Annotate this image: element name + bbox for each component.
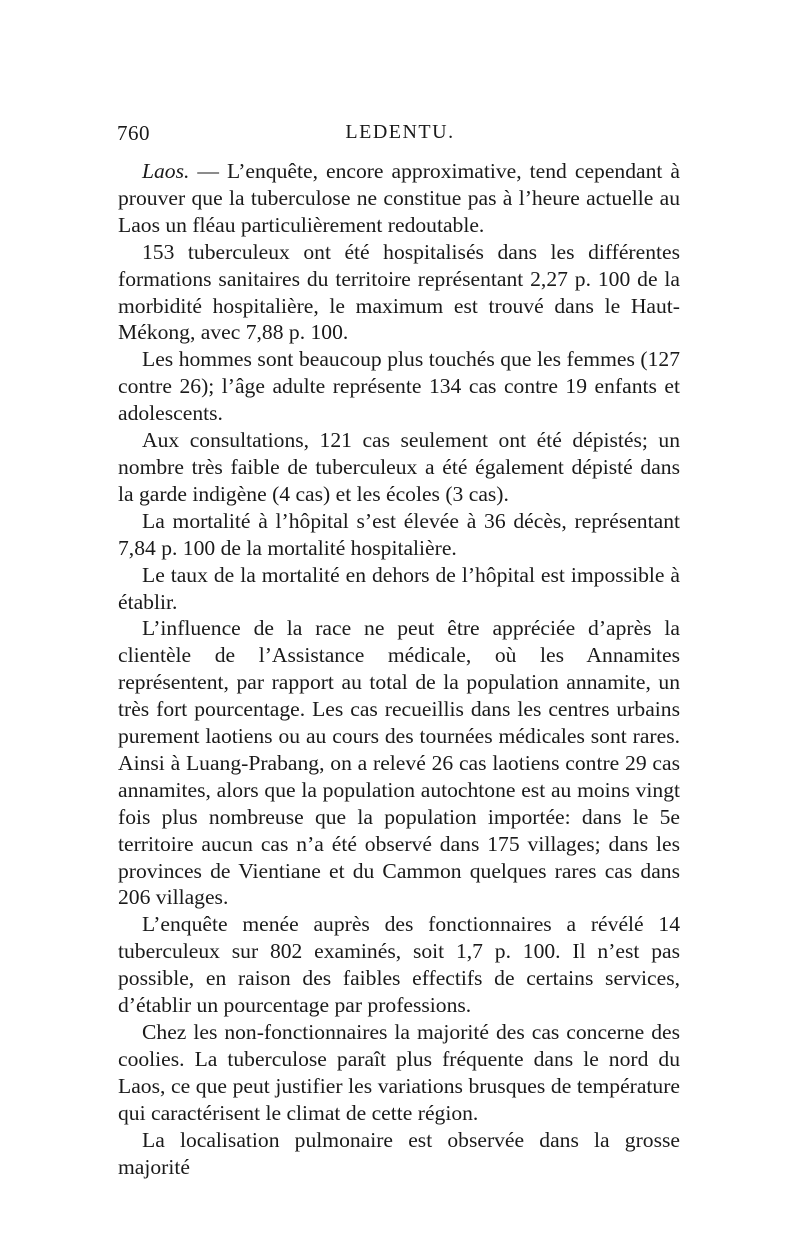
paragraph-outside-mortality: Le taux de la mortalité en dehors de l’hôpital est impossible à établir. [118,562,680,614]
paragraph-officials-survey: L’enquête menée auprès des fonctionnaires a révélé 14 tuberculeux sur 802 examinés, soit 1,7 p. 100. Il n’est pas possible, en raison des faibles effectifs de certains services, d’établir un pourcentage par professions. [118,912,680,1018]
paragraph-consultations: Aux consultations, 121 cas seulement ont été dépistés; un nombre très faible de tuberculeux a été également dépisté dans la garde indigène (4 cas) et les écoles (3 cas). [118,428,680,506]
paragraph-sex-age: Les hommes sont beaucoup plus touchés que les femmes (127 contre 26); l’âge adulte représente 134 cas contre 19 enfants et adolescents. [118,347,680,426]
section-lead-laos: Laos. [142,159,190,183]
body-text [118,158,680,1180]
paragraph-text: — L’enquête, encore approximative, tend cependant à prouver que la tuberculose ne constitue pas à l’heure actuelle au Laos un fléau particulièrement redoutable. [118,159,680,237]
paragraph-pulmonary: La localisation pulmonaire est observée dans la grosse majorité [118,1127,680,1179]
running-head: LEDENTU. [345,121,455,143]
paragraph-hospital-mortality: La mortalité à l’hôpital s’est élevée à 36 décès, représentant 7,84 p. 100 de la mortalité hospitalière. [118,508,680,560]
paragraph-laos-intro [118,158,680,239]
paragraph-race-influence: L’influence de la race ne peut être appréciée d’après la clientèle de l’Assistance médicale, où les Annamites représentent, par rapport au total de la population annamite, un très fort pourcentage. Les cas recueillis dans les centres urbains purement laotiens ou au cours des tournées médicales sont rares. Ainsi à Luang-Prabang, on a relevé 26 cas laotiens contre 29 cas annamites, alors que la population autochtone est au moins vingt fois plus nombreuse que la population importée: dans le 5e territoire aucun cas n’a été observé dans 175 villages; dans les provinces de Vientiane et du Cammon quelques rares cas dans 206 villages. [118,616,680,910]
page-number: 760 [117,121,150,145]
paragraph-non-officials: Chez les non-fonctionnaires la majorité des cas concerne des coolies. La tuberculose paraît plus fréquente dans le nord du Laos, ce que peut justifier les variations brusques de température qui caractérisent le climat de cette région. [118,1020,680,1125]
paragraph-hospitalized-cases: 153 tuberculeux ont été hospitalisés dans les différentes formations sanitaires du territoire représentant 2,27 p. 100 de la morbidité hospitalière, le maximum est trouvé dans le Haut-Mékong, avec 7,88 p. 100. [118,239,680,345]
